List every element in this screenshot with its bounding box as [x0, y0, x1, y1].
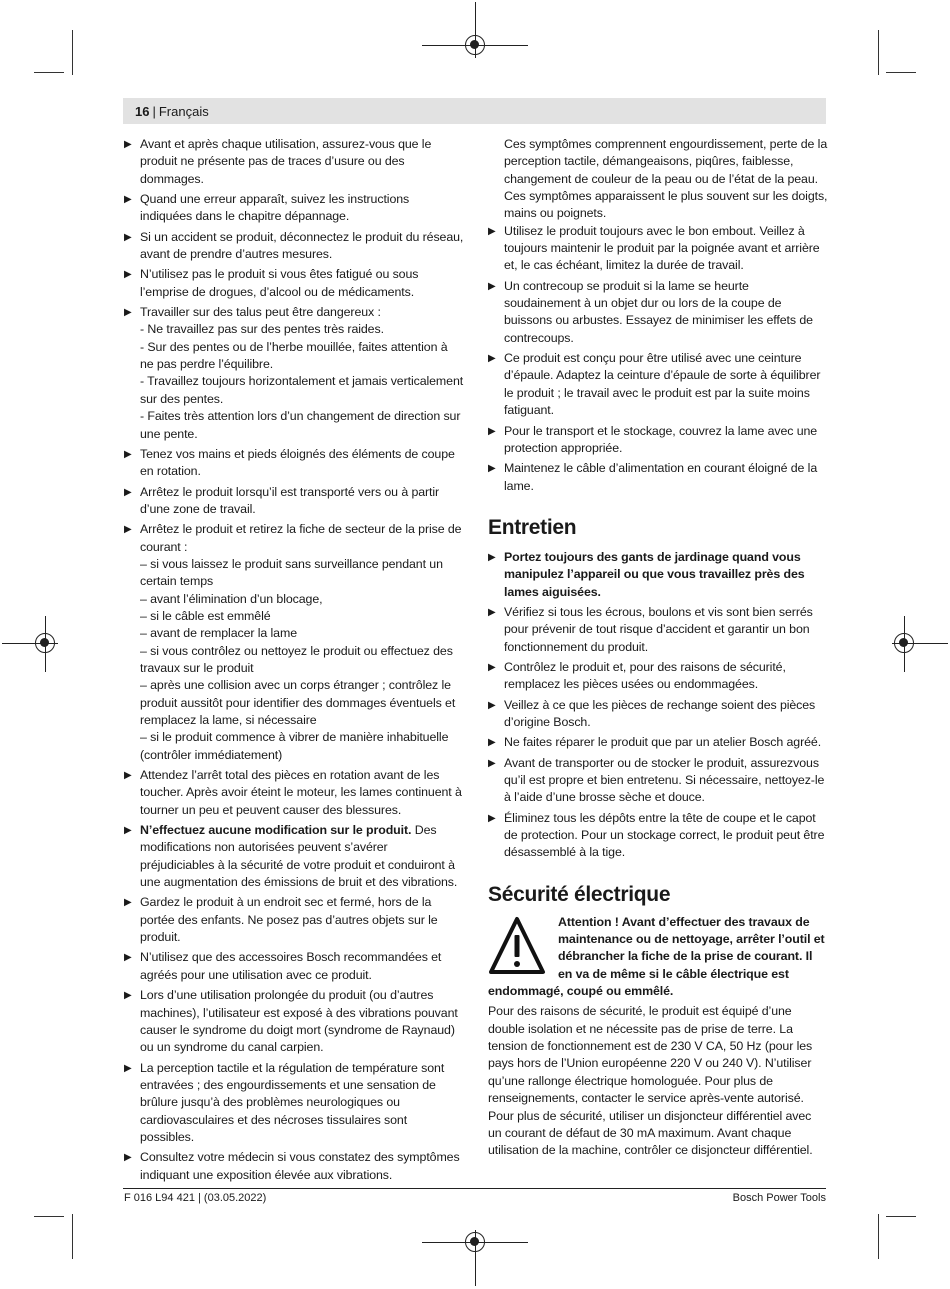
list-item-text: Pour le transport et le stockage, couvrez la lame avec une protection appropriée.	[504, 423, 818, 455]
crop-mark	[878, 30, 879, 75]
bullet-arrow-icon: ▶	[124, 194, 132, 206]
crop-mark	[886, 1216, 916, 1217]
list-item-text: Avant de transporter ou de stocker le produit, assurezvous qu’il est propre et bien entretenu. Si nécessaire, nettoyez-le à l’aide d’une brosse sèche et douce.	[504, 755, 825, 805]
bullet-arrow-icon: ▶	[488, 737, 496, 749]
gloves-warning: Portez toujours des gants de jardinage quand vous manipulez l’appareil ou que vous travaillez près des lames aiguisées.	[504, 549, 805, 599]
list-item	[124, 894, 464, 946]
footer-doc-ref: F 016 L94 421 | (03.05.2022)	[124, 1192, 267, 1204]
list-item	[124, 822, 464, 891]
list-item	[124, 191, 464, 226]
list-sub-item: - Travaillez toujours horizontalement et jamais verticalement sur des pentes.	[140, 374, 464, 406]
list-item	[488, 810, 828, 862]
list-sub-item: – avant l’élimination d’un blocage,	[140, 591, 323, 606]
list-sub-item: – si vous contrôlez ou nettoyez le produit ou effectuez des travaux sur le produit	[140, 643, 453, 675]
bullet-arrow-icon: ▶	[124, 486, 132, 498]
list-item	[488, 350, 828, 419]
footer-brand: Bosch Power Tools	[732, 1192, 826, 1204]
paragraph-insulation: Pour des raisons de sécurité, le produit est équipé d’une double isolation et ne nécessite pas de prise de terre. La tension de fonctionnement est de 230 V CA, 50 Hz (pour les pays hors de l’Union européenne 220 V ou 240 V). N’utiliser qu’une rallonge électrique homologuée. Pour plus de renseignements, contacter le service après-vente autorisé.	[488, 1004, 813, 1106]
bullet-arrow-icon: ▶	[488, 551, 496, 563]
list-item-text: N’utilisez pas le produit si vous êtes fatigué ou sous l’emprise de drogues, d’alcool ou de médicaments.	[140, 267, 419, 299]
modification-warning-text: Des modifications non autorisées peuvent s’avérer préjudiciables à la sécurité de votre produit et conduiront à une augmentation des émissions de bruit et des vibrations.	[140, 823, 458, 890]
list-sub-item: – après une collision avec un corps étranger ; contrôlez le produit aussitôt pour identifier des dommages éventuels et remplacez la lame, si nécessaire	[140, 678, 456, 727]
list-item	[488, 604, 828, 656]
list-item-text: Éliminez tous les dépôts entre la tête de coupe et le capot de protection. Pour un stockage correct, le produit peut être désassemblé à la tige.	[504, 810, 825, 860]
list-item-text: Un contrecoup se produit si la lame se heurte soudainement à un objet dur ou lors de la coupe de buissons ou arbustes. Essayez de minimiser les effets de contrecoups.	[504, 278, 813, 345]
bullet-arrow-icon: ▶	[124, 1062, 132, 1074]
bullet-arrow-icon: ▶	[124, 524, 132, 536]
list-item-text: N’utilisez que des accessoires Bosch recommandées et agréés pour une utilisation avec ce produit.	[140, 950, 442, 982]
bullet-arrow-icon: ▶	[488, 757, 496, 769]
list-item-text: Si un accident se produit, déconnectez le produit du réseau, avant de prendre d’autres mesures.	[140, 229, 464, 262]
list-item-text: Lors d’une utilisation prolongée du produit (ou d’autres machines), l’utilisateur est exposé à des vibrations pouvant causer le syndrome du doigt mort (syndrome de Raynaud) ou un syndrome du canal carpien.	[140, 988, 458, 1055]
list-item	[488, 755, 828, 807]
left-column	[124, 136, 464, 1187]
section-title-securite: Sécurité électrique	[488, 882, 671, 906]
left-bullet-list	[124, 136, 464, 819]
bullet-arrow-icon: ▶	[488, 812, 496, 824]
header-language: Français	[158, 103, 209, 119]
bullet-arrow-icon: ▶	[124, 307, 132, 319]
list-item	[124, 136, 464, 188]
list-item	[488, 278, 828, 347]
bullet-arrow-icon: ▶	[124, 825, 132, 837]
list-item-text: Utilisez le produit toujours avec le bon embout. Veillez à toujours maintenir le produit par la poignée avant et arrière et, le cas échéant, limitez la durée de travail.	[504, 223, 820, 273]
list-item	[488, 734, 828, 751]
list-item	[488, 659, 828, 694]
list-item-text: Gardez le produit à un endroit sec et fermé, hors de la portée des enfants. Ne posez pas d’autres objets sur le produit.	[140, 895, 438, 945]
list-item	[488, 549, 828, 601]
list-item	[124, 484, 464, 519]
bullet-arrow-icon: ▶	[488, 425, 496, 437]
bullet-arrow-icon: ▶	[124, 1152, 132, 1164]
list-item-text: Travailler sur des talus peut être dangereux :	[140, 305, 381, 320]
list-item	[124, 1149, 464, 1184]
crop-mark	[72, 1214, 73, 1259]
list-item	[124, 266, 464, 301]
warning-text: Attention ! Avant d’effectuer des travaux de maintenance ou de nettoyage, arrêter l’outil et débrancher la fiche de la prise de courant. Il en va de même si le câble électrique est endommagé, coupé ou emmêlé.	[488, 914, 825, 999]
crop-mark	[878, 1214, 879, 1259]
paragraph-rcd: Pour plus de sécurité, utiliser un disjoncteur différentiel avec un courant de défaut de 30 mA maximum. Avant chaque utilisation de la machine, contrôler ce disjoncteur différentiel.	[488, 1108, 813, 1158]
registration-mark-icon	[465, 35, 485, 55]
crop-mark	[34, 1216, 64, 1217]
list-sub-item: – avant de remplacer la lame	[140, 626, 297, 641]
list-item	[124, 521, 464, 764]
warning-block	[488, 914, 828, 1001]
modification-warning-bold: N’effectuez aucune modification sur le produit.	[140, 823, 412, 838]
list-item	[124, 1060, 464, 1147]
registration-mark-icon	[465, 1232, 485, 1252]
crop-mark	[34, 72, 64, 73]
list-item-text: Ce produit est conçu pour être utilisé avec une ceinture d’épaule. Adaptez la ceinture d’épaule de sorte à équilibrer le produit ; le travail avec le produit est par la suite moins fatiguant.	[504, 351, 821, 418]
list-sub-item: – si vous laissez le produit sans surveillance pendant un certain temps	[140, 556, 443, 589]
list-item	[124, 987, 464, 1056]
bullet-arrow-icon: ▶	[124, 448, 132, 460]
page-header	[123, 98, 826, 124]
list-sub-item: – si le produit commence à vibrer de manière inhabituelle (contrôler immédiatement)	[140, 730, 449, 762]
registration-mark-icon	[894, 633, 914, 653]
bullet-arrow-icon: ▶	[488, 699, 496, 711]
continuation-paragraph: Ces symptômes comprennent engourdissement, perte de la perception tactile, démangeaisons, piqûres, faiblesse, changement de couleur de la peau ou de l’état de la peau. Ces symptômes apparaissent le plus souvent sur les doigts, mains ou poignets.	[504, 137, 828, 221]
list-item-text: Maintenez le câble d’alimentation en courant éloigné de la lame.	[504, 461, 818, 493]
list-item-text: Consultez votre médecin si vous constatez des symptômes indiquant une exposition élevée aux vibrations.	[140, 1150, 460, 1182]
bullet-arrow-icon: ▶	[124, 269, 132, 281]
list-item-text: Avant et après chaque utilisation, assurez-vous que le produit ne présente pas de traces d’usure ou des dommages.	[140, 137, 432, 186]
left-bullet-list-continued	[124, 894, 464, 1184]
bullet-arrow-icon: ▶	[124, 897, 132, 909]
list-item-text: Arrêtez le produit lorsqu’il est transporté vers ou à partir d’une zone de travail.	[140, 484, 440, 516]
bullet-arrow-icon: ▶	[488, 606, 496, 618]
right-column	[488, 136, 828, 1160]
bullet-arrow-icon: ▶	[124, 139, 132, 150]
list-item-text: Vérifiez si tous les écrous, boulons et vis sont bien serrés pour prévenir de tout risque d’accident et garantir un bon fonctionnement du produit.	[504, 604, 813, 654]
page-number: 16	[135, 103, 150, 119]
bullet-arrow-icon: ▶	[488, 463, 496, 475]
list-sub-item: – si le câble est emmêlé	[140, 608, 271, 623]
crop-mark	[886, 72, 916, 73]
bullet-arrow-icon: ▶	[124, 990, 132, 1002]
header-separator: |	[152, 103, 156, 119]
list-sub-item: - Faites très attention lors d’un changement de direction sur une pente.	[140, 409, 461, 441]
bullet-arrow-icon: ▶	[488, 225, 496, 237]
crop-mark	[72, 30, 73, 75]
list-item-text: Arrêtez le produit et retirez la fiche de secteur de la prise de courant :	[140, 522, 462, 554]
warning-triangle-icon	[488, 916, 546, 976]
list-sub-item: - Ne travaillez pas sur des pentes très raides.	[140, 322, 384, 337]
right-bullet-list	[488, 223, 828, 495]
list-item	[124, 304, 464, 443]
section-title-entretien: Entretien	[488, 515, 577, 539]
entretien-bullet-list	[488, 604, 828, 862]
list-item	[488, 223, 828, 275]
bullet-arrow-icon: ▶	[124, 770, 132, 782]
footer-rule	[123, 1188, 826, 1189]
list-item	[124, 767, 464, 819]
list-item	[124, 229, 464, 264]
bullet-arrow-icon: ▶	[488, 280, 496, 292]
bullet-arrow-icon: ▶	[488, 661, 496, 673]
list-item	[124, 446, 464, 481]
list-item-text: Attendez l’arrêt total des pièces en rotation avant de les toucher. Après avoir éteint le moteur, les lames continuent à tourner un peu et peuvent causer des blessures.	[140, 768, 462, 817]
list-item-text: Contrôlez le produit et, pour des raisons de sécurité, remplacez les pièces usées ou endommagées.	[504, 659, 786, 692]
list-item-text: Quand une erreur apparaît, suivez les instructions indiquées dans le chapitre dépannage.	[140, 192, 410, 224]
list-item	[488, 697, 828, 732]
list-item-text: Veillez à ce que les pièces de rechange soient des pièces d’origine Bosch.	[504, 697, 816, 729]
list-item	[488, 460, 828, 495]
bullet-arrow-icon: ▶	[488, 353, 496, 365]
bullet-arrow-icon: ▶	[124, 952, 132, 964]
list-item-text: La perception tactile et la régulation de température sont entravées ; des engourdissements et une sensation de brûlure jusqu’à des problèmes neurologiques ou cardiovasculaires et des nécroses tissulaires sont possibles.	[140, 1060, 445, 1144]
list-item	[124, 949, 464, 984]
list-item	[488, 423, 828, 458]
list-item-text: Ne faites réparer le produit que par un atelier Bosch agréé.	[504, 735, 822, 750]
registration-mark-icon	[35, 633, 55, 653]
bullet-arrow-icon: ▶	[124, 231, 132, 243]
list-sub-item: - Sur des pentes ou de l’herbe mouillée, faites attention à ne pas perdre l’équilibre.	[140, 339, 448, 372]
list-item-text: Tenez vos mains et pieds éloignés des éléments de coupe en rotation.	[140, 446, 455, 479]
